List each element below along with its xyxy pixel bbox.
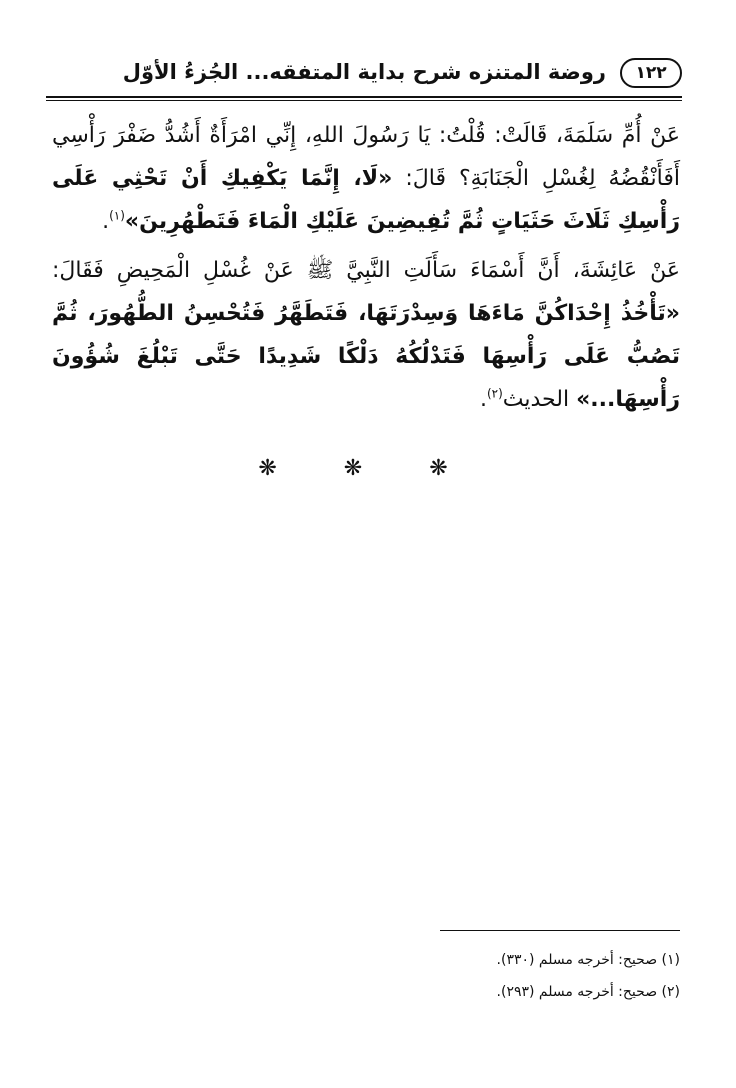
hadith-1-narration: عَنْ أُمِّ سَلَمَةَ، قَالَتْ: قُلْتُ: يَا رَسُولَ اللهِ، إِنِّي امْرَأَةٌ أَشُدُّ ضَفْرَ رَأْسِي أَفَأَنْقُضُهُ لِغُسْلِ الْجَنَابَةِ؟ قَالَ: — [52, 123, 680, 191]
footnote-ref-1: (١) — [109, 208, 125, 223]
section-separator: ❋ ❋ ❋ — [258, 456, 478, 481]
footnote-1: (١) صحيح: أخرجه مسلم (٣٣٠). — [496, 952, 680, 968]
page-number: ١٢٢ — [635, 63, 667, 83]
hadith-2-end: . — [479, 387, 487, 412]
page-header — [46, 50, 682, 96]
footnote-2: (٢) صحيح: أخرجه مسلم (٢٩٣). — [496, 984, 680, 1000]
hadith-paragraph-1 — [52, 114, 680, 243]
footnote-rule — [440, 930, 680, 931]
footnotes — [40, 944, 680, 1008]
hadith-2-quote: «تَأْخُذُ إِحْدَاكُنَّ مَاءَهَا وَسِدْرَتَهَا، فَتَطَهَّرُ فَتُحْسِنُ الطُّهُورَ، ثُمَّ تَصُبُّ عَلَى رَأْسِهَا فَتَدْلُكُهُ دَلْكًا شَدِيدًا حَتَّى تَبْلُغَ شُؤُونَ رَأْسِهَا...» — [52, 301, 680, 412]
hadith-1-end: . — [102, 209, 110, 234]
hadith-paragraph-2 — [52, 249, 680, 421]
footnote-ref-2: (٢) — [486, 386, 503, 401]
main-text — [52, 114, 680, 427]
hadith-2-tail: الحديث — [502, 387, 577, 412]
hadith-2-narration: عَنْ عَائِشَةَ، أَنَّ أَسْمَاءَ سَأَلَتِ النَّبِيَّ ﷺ عَنْ غُسْلِ الْمَحِيضِ فَقَالَ: — [52, 258, 680, 283]
hadith-1-quote: «لَا، إِنَّمَا يَكْفِيكِ أَنْ تَحْثِي عَلَى رَأْسِكِ ثَلَاثَ حَثَيَاتٍ ثُمَّ تُفِيضِينَ عَلَيْكِ الْمَاءَ فَتَطْهُرِينَ» — [52, 166, 680, 234]
header-rule-thin — [46, 100, 682, 101]
page-number-badge — [620, 58, 682, 88]
running-title: روضة المتنزه شرح بداية المتفقه... الجُزءُ الأوّل — [122, 60, 606, 84]
header-rule — [46, 96, 682, 98]
